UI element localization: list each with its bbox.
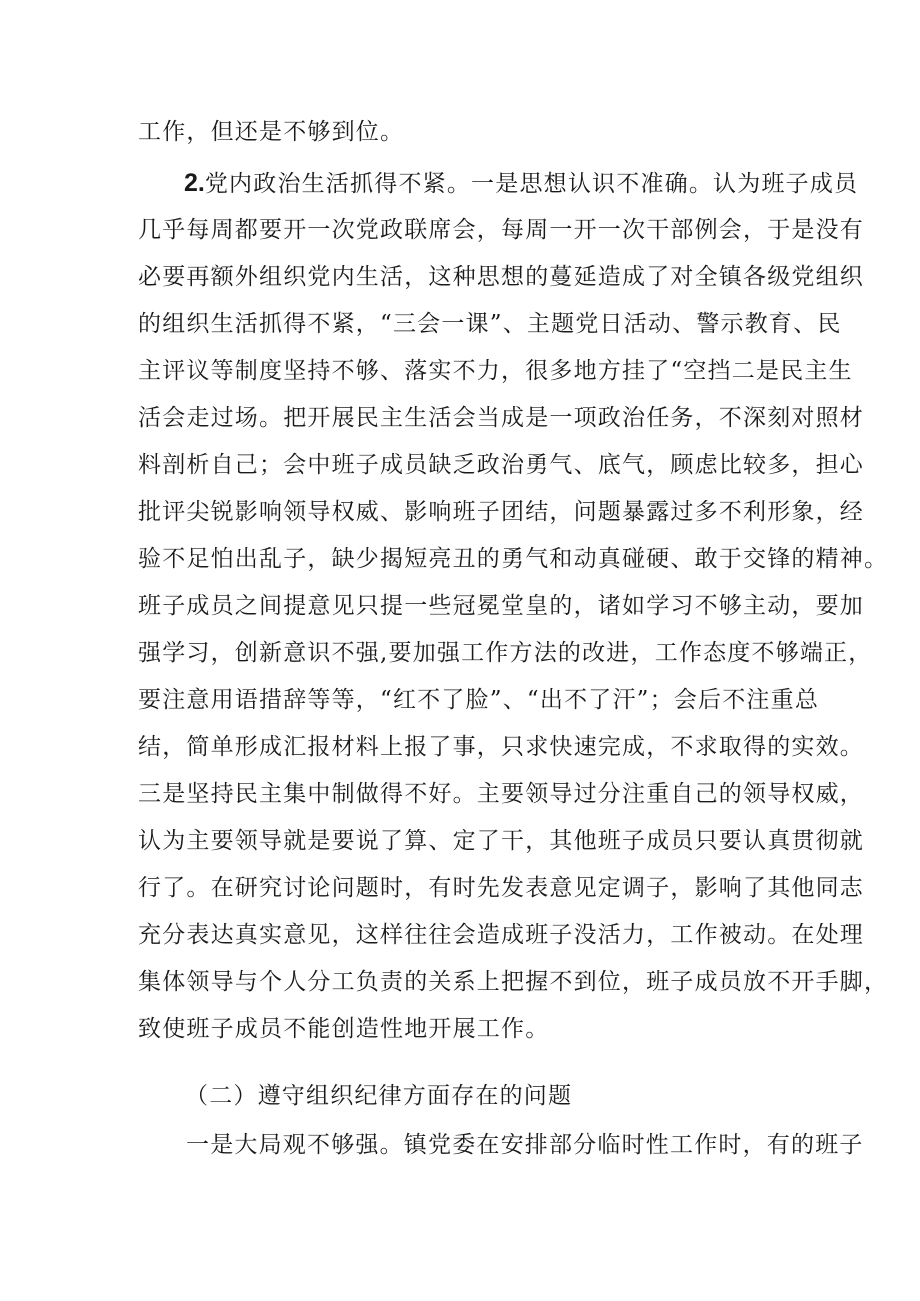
paragraph-line: 验不足怕出乱子，缺少揭短亮丑的勇气和动真碰硬、敢于交锋的精神。 — [138, 546, 889, 572]
paragraph-line: 几乎每周都要开一次党政联席会，每周一开一次干部例会，于是没有 — [138, 217, 864, 243]
paragraph-line: 必要再额外组织党内生活，这种思想的蔓延造成了对全镇各级党组织 — [138, 264, 864, 290]
paragraph-line: 批评尖锐影响领导权威、影响班子团结，问题暴露过多不利形象，经 — [138, 499, 864, 525]
item-number: 2. — [184, 169, 205, 197]
paragraph-line: 结，简单形成汇报材料上报了事，只求快速完成，不求取得的实效。 — [138, 734, 864, 760]
paragraph-line: 工作，但还是不够到位。 — [138, 119, 405, 145]
paragraph-line: 活会走过场。把开展民主生活会当成是一项政治任务，不深刻对照材 — [138, 405, 864, 431]
paragraph-line: 集体领导与个人分工负责的关系上把握不到位，班子成员放不开手脚， — [138, 969, 889, 995]
paragraph-line: 班子成员之间提意见只提一些冠冕堂皇的，诸如学习不够主动，要加 — [138, 593, 864, 619]
paragraph-line: 充分表达真实意见，这样往往会造成班子没活力，工作被动。在处理 — [138, 922, 864, 948]
paragraph-line: 强学习，创新意识不强,要加强工作方法的改进，工作态度不够端正， — [138, 640, 873, 666]
paragraph-text: 党内政治生活抓得不紧。一是思想认识不准确。认为班子成员 — [204, 171, 859, 197]
paragraph-line: 要注意用语措辞等等，“红不了脸”、“出不了汗”；会后不注重总 — [138, 687, 820, 713]
paragraph-line: 一是大局观不够强。镇党委在安排部分临时性工作时，有的班子 — [186, 1132, 864, 1158]
paragraph-line — [184, 168, 859, 198]
paragraph-line: 三是坚持民主集中制做得不好。主要领导过分注重自己的领导权威， — [138, 781, 864, 807]
paragraph-line: 行了。在研究讨论问题时，有时先发表意见定调子，影响了其他同志 — [138, 875, 864, 901]
paragraph-line: 认为主要领导就是要说了算、定了干，其他班子成员只要认真贯彻就 — [138, 828, 864, 854]
paragraph-line: 致使班子成员不能创造性地开展工作。 — [138, 1016, 550, 1042]
paragraph-line: 主评议等制度坚持不够、落实不力，很多地方挂了“空挡二是民主生 — [138, 358, 853, 384]
section-heading: （二）遵守组织纪律方面存在的问题 — [185, 1083, 573, 1109]
paragraph-line: 的组织生活抓得不紧，“三会一课”、主题党日活动、警示教育、民 — [138, 311, 842, 337]
paragraph-line: 料剖析自己；会中班子成员缺乏政治勇气、底气，顾虑比较多，担心 — [138, 452, 864, 478]
